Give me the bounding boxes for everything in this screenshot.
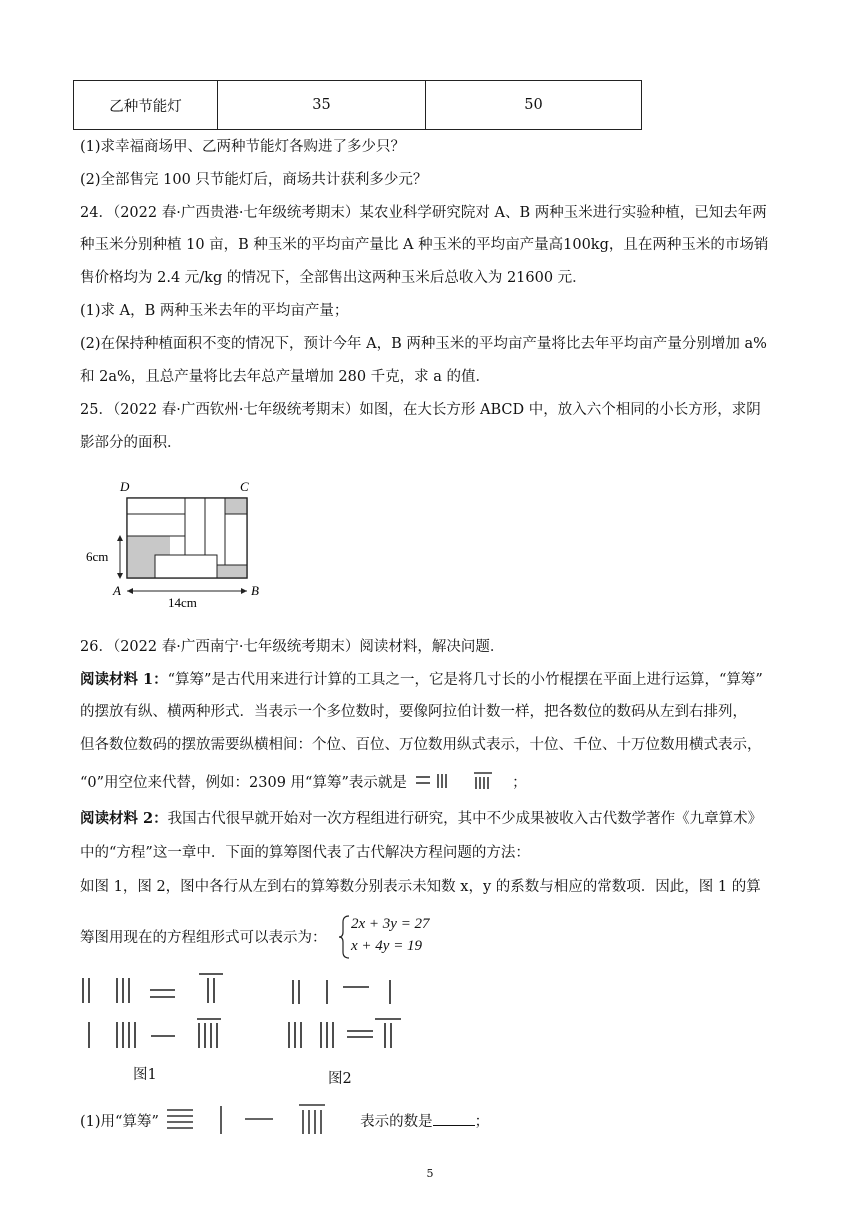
table-cell: 35 — [218, 81, 426, 130]
answer-blank[interactable] — [433, 1111, 475, 1126]
label-c: C — [240, 479, 249, 494]
material1-line4: “0”用空位来代替，例如：2309 用“算筹”表示就是 ； — [80, 770, 527, 793]
table-cell: 乙种节能灯 — [74, 81, 218, 130]
equation-2: x + 4y = 19 — [351, 938, 423, 954]
q23-part2: (2)全部售完 100 只节能灯后，商场共计获利多少元？ — [80, 172, 428, 188]
q24-part2-a: (2)在保持种植面积不变的情况下，预计今年 A，B 两种玉米的平均亩产量将比去年平均亩产量分别增加 a% — [80, 336, 767, 352]
q24-line2: 种玉米分别种植 10 亩，B 种玉米的平均亩产量比 A 种玉米的平均亩产量高100kg，且在两种玉米的市场销 — [80, 237, 769, 253]
material1-line1: 阅读材料 1：“算筹”是古代用来进行计算的工具之一，它是将几寸长的小竹棍摆在平面上进行运算，“算筹” — [80, 671, 763, 688]
q24-part2-b: 和 2a%，且总产量将比去年总产量增加 280 千克，求 a 的值． — [80, 369, 491, 385]
q23-part1: (1)求幸福商场甲、乙两种节能灯各购进了多少只？ — [80, 139, 406, 155]
q26-line1: 26．（2022 春·广西南宁·七年级统考期末）阅读材料，解决问题． — [80, 639, 505, 655]
lamp-table — [73, 80, 642, 130]
material1-line2: 的摆放有纵、横两种形式．当表示一个多位数时，要像阿拉伯计数一样，把各数位的数码从左到右排列， — [80, 704, 747, 720]
q24-part1: (1)求 A，B 两种玉米去年的平均亩产量； — [80, 303, 349, 319]
q25-line2: 影部分的面积． — [80, 435, 182, 451]
rod-figure-1 — [75, 970, 245, 1055]
counting-rods-2309 — [412, 770, 508, 792]
equation-1: 2x + 3y = 27 — [351, 916, 430, 932]
material1-title: 阅读材料 1： — [80, 671, 168, 688]
width-label: 14cm — [168, 595, 197, 610]
label-b: B — [251, 583, 259, 598]
small-rectangle — [185, 498, 205, 556]
material2-title: 阅读材料 2： — [80, 810, 168, 827]
q24-line1: 24．（2022 春·广西贵港·七年级统考期末）某农业科学研究院对 A、B 两种玉米进行实验种植，已知去年两 — [80, 205, 767, 221]
material2-line4: 筹图用现在的方程组形式可以表示为： — [80, 930, 327, 946]
material1-line3: 但各数位数码的摆放需要纵横相间：个位、百位、万位数用纵式表示，十位、千位、十万位数用横式表示， — [80, 737, 762, 753]
q25-line1: 25．（2022 春·广西钦州·七年级统考期末）如图，在大长方形 ABCD 中，放入六个相同的小长方形，求阴 — [80, 402, 761, 418]
shaded-region — [225, 498, 247, 514]
table-row — [74, 81, 642, 130]
page-number: 5 — [426, 1167, 434, 1180]
figure-2-caption: 图2 — [328, 1071, 352, 1087]
small-rectangle — [155, 555, 217, 578]
material2-line1: 阅读材料 2：我国古代很早就开始对一次方程组进行研究，其中不少成果被收入古代数学著作《九章算术》 — [80, 810, 763, 827]
small-rectangle — [225, 514, 247, 565]
label-d: D — [120, 479, 130, 494]
rod-figure-2 — [283, 970, 413, 1055]
counting-rods-number — [163, 1102, 355, 1136]
figure-1-caption: 图1 — [133, 1067, 157, 1083]
q24-line3: 售价格均为 2.4 元/kg 的情况下，全部售出这两种玉米后总收入为 21600 元． — [80, 270, 587, 286]
material2-line3: 如图 1，图 2，图中各行从左到右的算筹数分别表示未知数 x，y 的系数与相应的常数项．因此，图 1 的算 — [80, 879, 761, 895]
rectangle-figure — [80, 473, 280, 613]
material2-line2: 中的“方程”这一章中．下面的算筹图代表了古代解决方程问题的方法： — [80, 845, 530, 861]
height-label: 6cm — [86, 549, 109, 564]
shaded-region — [217, 565, 247, 578]
brace-icon — [337, 914, 351, 960]
label-a: A — [113, 583, 121, 598]
table-cell: 50 — [426, 81, 642, 130]
q26-part1: (1)用“算筹” 表示的数是 ； — [80, 1102, 489, 1136]
